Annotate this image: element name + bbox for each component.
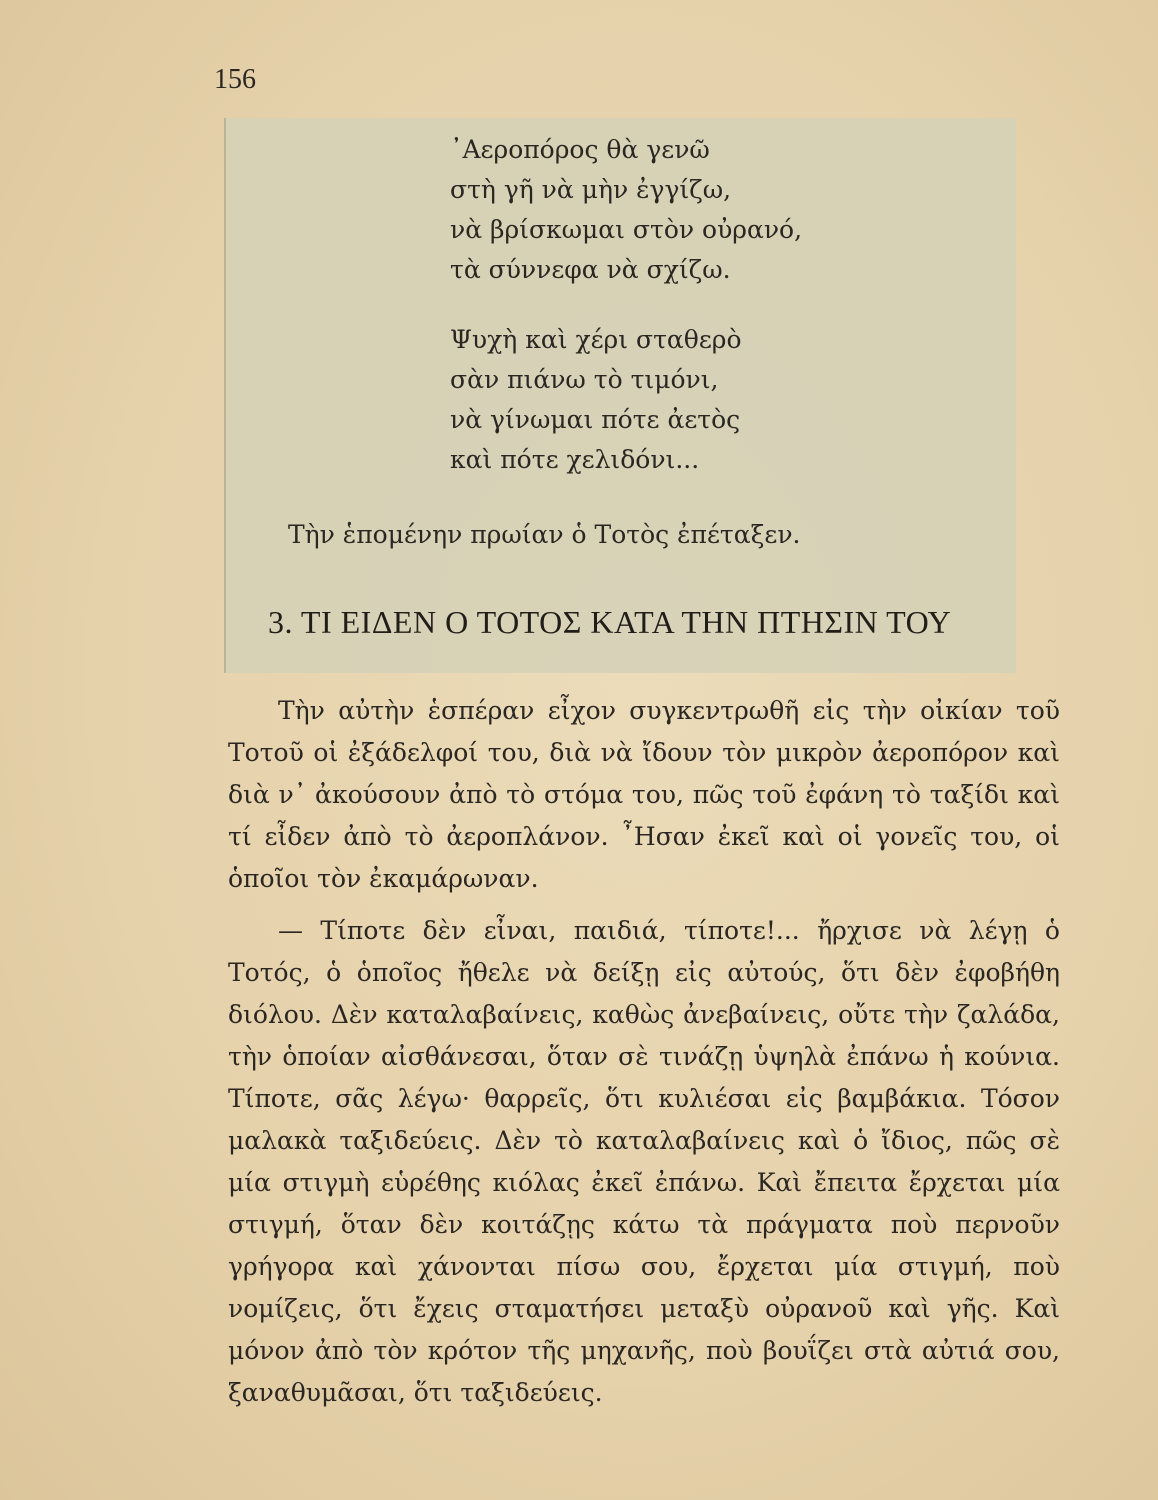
poem-line: νὰ βρίσκωμαι στὸν οὐρανό, [450, 215, 803, 244]
paragraph: — Τίποτε δὲν εἶναι, παιδιά, τίποτε!... ἤρχισε νὰ λέγῃ ὁ Τοτός, ὁ ὁποῖος ἤθελε νὰ δείξῃ εἰς αὐτούς, ὅτι δὲν ἐφοβήθη διόλου. Δὲν καταλαβαίνεις, καθὼς ἀνεβαίνεις, οὔτε τὴν ζαλάδα, τὴν ὁποίαν αἰσθάνεσαι, ὅταν σὲ τινάζῃ ὑψηλὰ ἐπάνω ἡ κούνια. Τίποτε, σᾶς λέγω· θαρρεῖς, ὅτι κυλιέσαι εἰς βαμβάκια. Τόσον μαλακὰ ταξιδεύεις. Δὲν τὸ καταλαβαίνεις καὶ ὁ ἴδιος, πῶς σὲ μία στιγμὴ εὑρέθης κιόλας ἐκεῖ ἐπάνω. Καὶ ἔπειτα ἔρχεται μία στιγμή, ὅταν δὲν κοιτάζῃς κάτω τὰ πράγματα ποὺ περνοῦν γρήγορα καὶ χάνονται πίσω σου, ἔρχεται μία στιγμή, ποὺ νομίζεις, ὅτι ἔχεις σταματήσει μεταξὺ οὐρανοῦ καὶ γῆς. Καὶ μόνον ἀπὸ τὸν κρότον τῆς μηχανῆς, ποὺ βουΐζει στὰ αὐτιά σου, ξαναθυμᾶσαι, ὅτι ταξιδεύεις. [228, 916, 1060, 1407]
poem-line: στὴ γῆ νὰ μὴν ἐγγίζω, [450, 175, 732, 204]
narrative-line: Τὴν ἑπομένην πρωίαν ὁ Τοτὸς ἐπέταξεν. [288, 520, 801, 549]
poem-line: ᾿Αεροπόρος θὰ γενῶ [450, 135, 710, 164]
section-body [228, 690, 1060, 1414]
poem [450, 130, 802, 510]
poem-line: σὰν πιάνω τὸ τιμόνι, [450, 365, 719, 394]
poem-stanza-2 [450, 320, 802, 480]
paragraph: Τὴν αὐτὴν ἑσπέραν εἶχον συγκεντρωθῆ εἰς τὴν οἰκίαν τοῦ Τοτοῦ οἱ ἐξάδελφοί του, διὰ νὰ ἴδουν τὸν μικρὸν ἀεροπόρον καὶ διὰ ν᾿ ἀκούσουν ἀπὸ τὸ στόμα του, πῶς τοῦ ἐφάνη τὸ ταξίδι καὶ τί εἶδεν ἀπὸ τὸ ἀεροπλάνον. ῏Ησαν ἐκεῖ καὶ οἱ γονεῖς του, οἱ ὁποῖοι τὸν ἐκαμάρωναν. [228, 696, 1060, 893]
poem-line: τὰ σύννεφα νὰ σχίζω. [450, 255, 731, 284]
page-number: 156 [214, 64, 256, 95]
poem-line: καὶ πότε χελιδόνι... [450, 445, 700, 474]
poem-line: νὰ γίνωμαι πότε ἀετὸς [450, 405, 741, 434]
poem-stanza-1 [450, 130, 802, 290]
poem-line: Ψυχὴ καὶ χέρι σταθερὸ [450, 325, 742, 354]
section-heading: 3. ΤΙ ΕΙΔΕΝ Ο ΤΟΤΟΣ ΚΑΤΑ ΤΗΝ ΠΤΗΣΙΝ ΤΟΥ [268, 604, 952, 640]
